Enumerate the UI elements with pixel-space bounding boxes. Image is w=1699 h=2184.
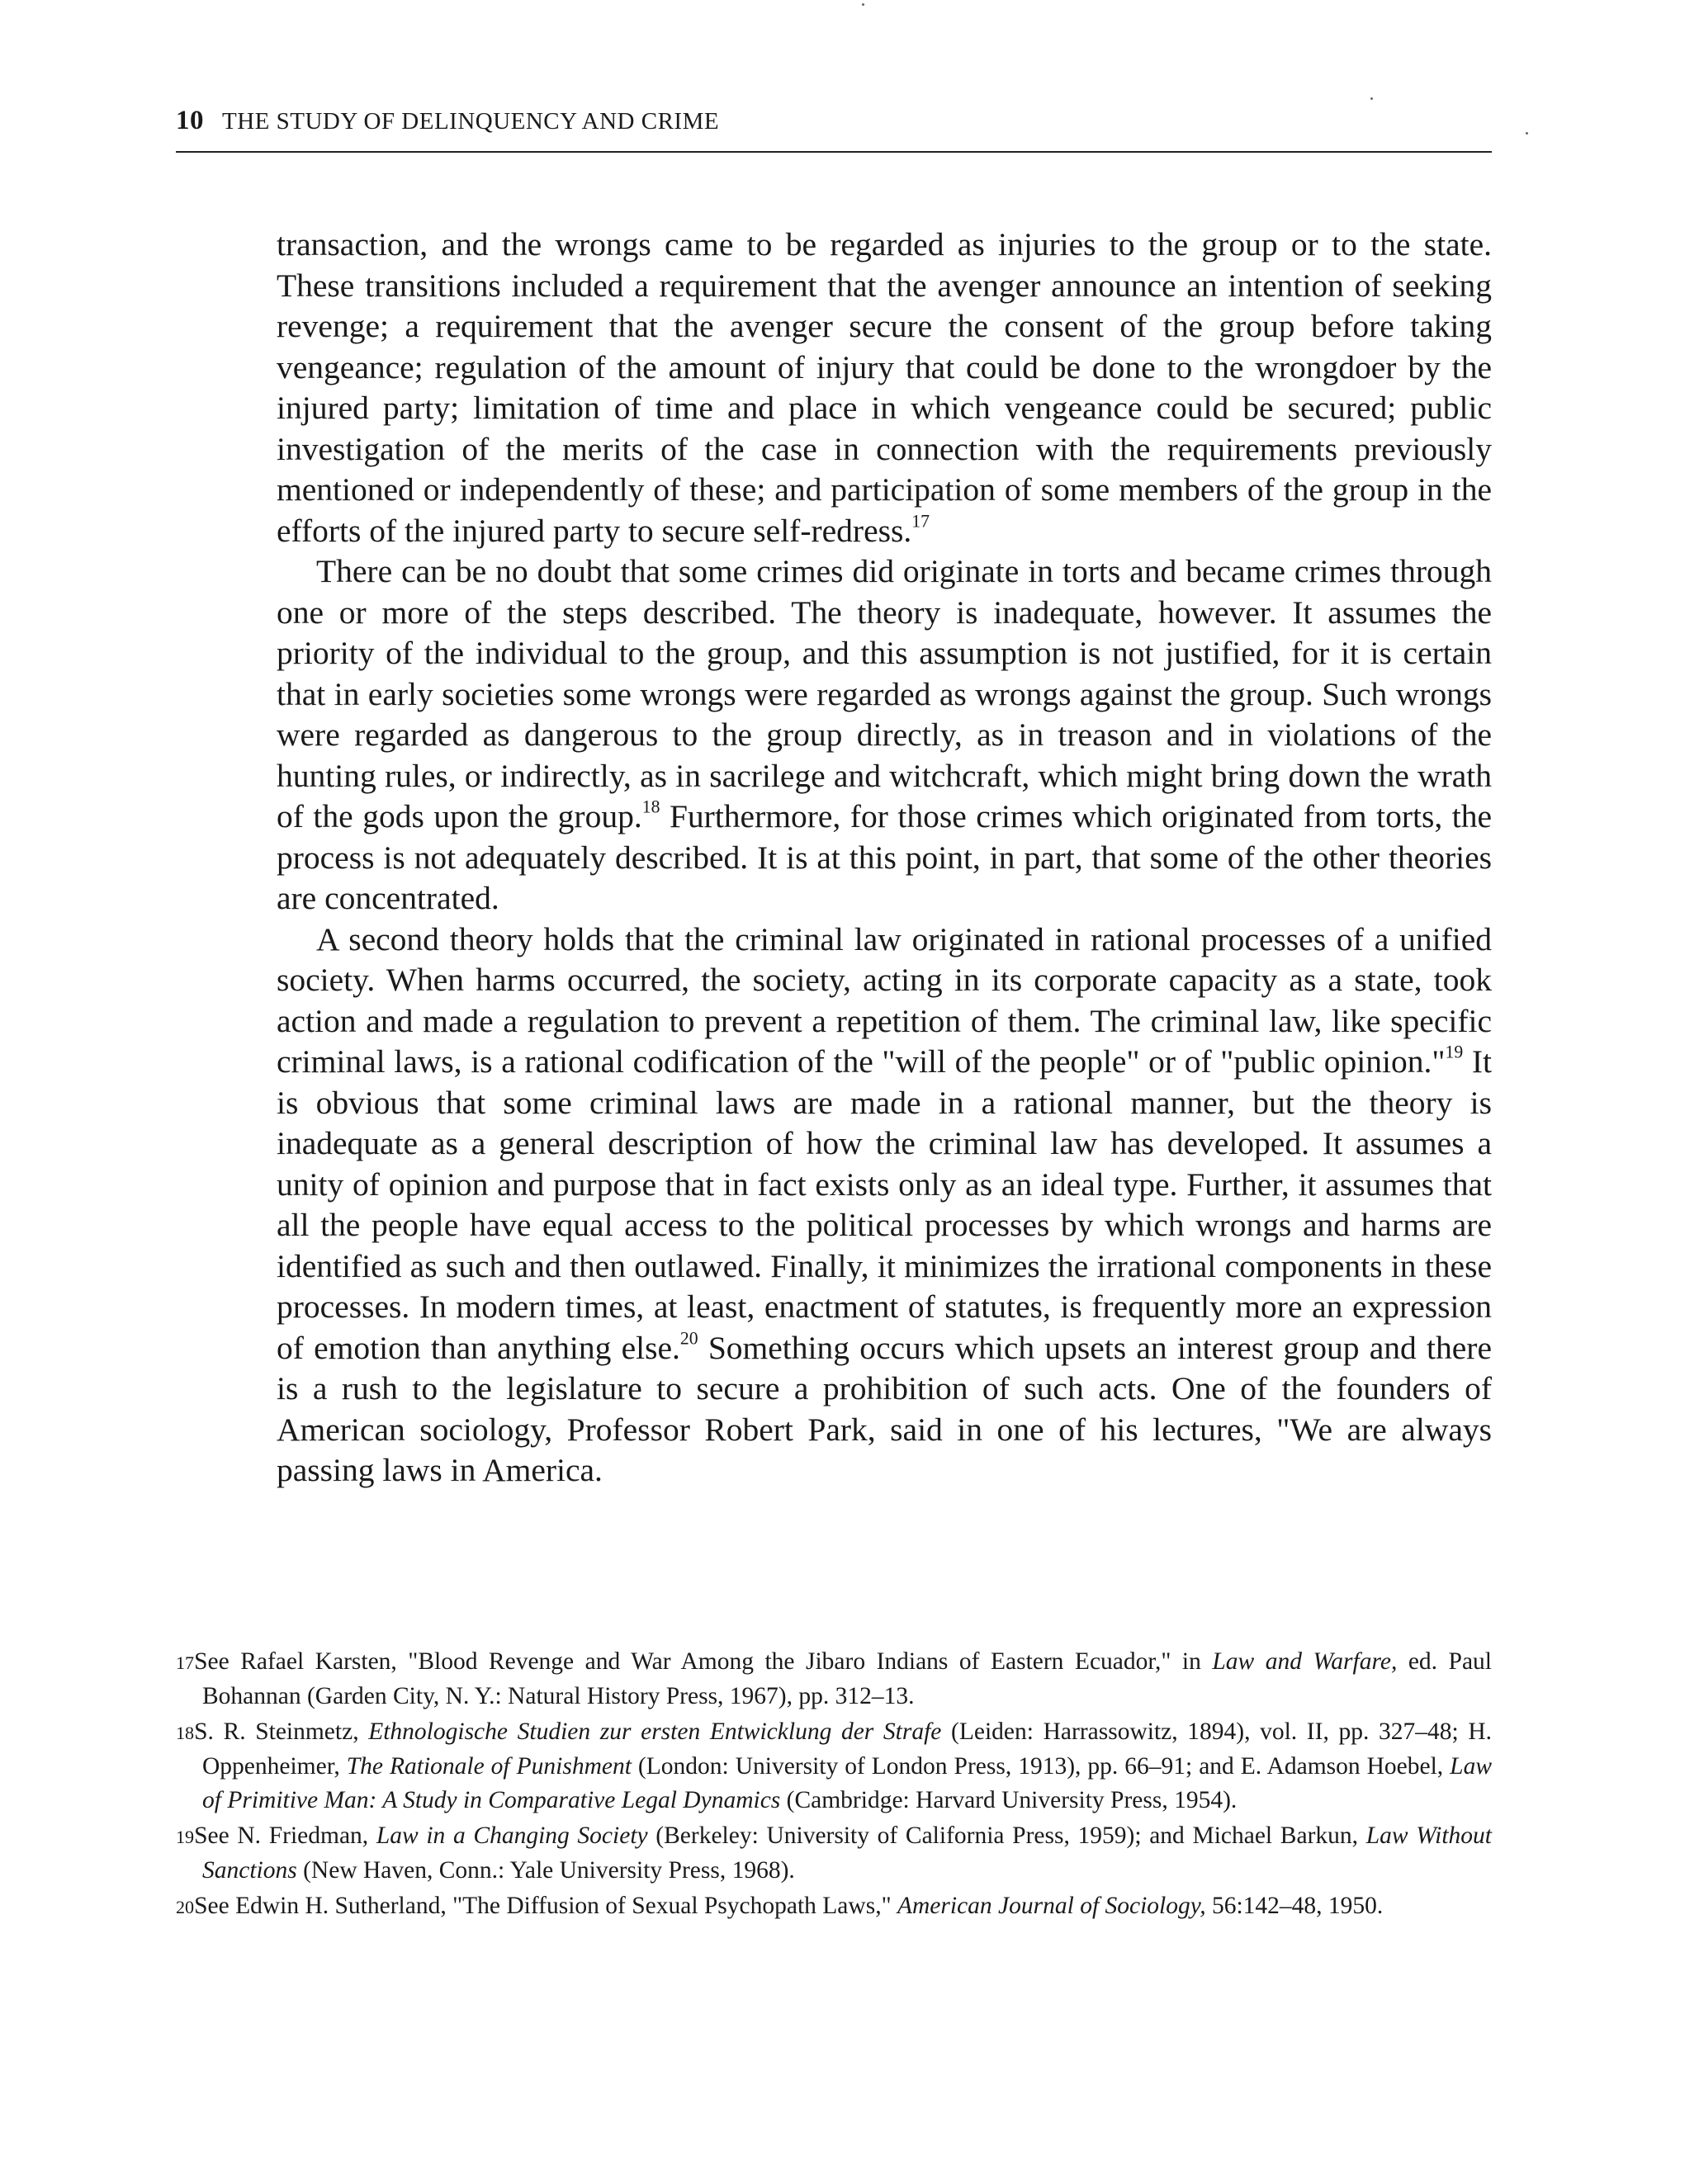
footnote-text: (New Haven, Conn.: Yale University Press, 1968). — [296, 1857, 795, 1884]
footnote-mark: 19 — [176, 1827, 195, 1847]
footnote-text: S. R. Steinmetz, — [194, 1718, 369, 1745]
paragraph-text: It is obvious that some criminal laws are made in a rational manner, but the theory is inadequate as a general description of how the criminal law has developed. It assumes a unity of opinion and purpose that in fact exists only as an ideal type. Further, it assumes that all the people have equal access to the political processes by which wrongs and harms are identified as such and then outlawed. Finally, it minimizes the irrational components in these processes. In modern times, at least, enactment of statutes, is frequently more an expression of emotion than anything else. — [277, 1043, 1492, 1366]
footnote-title: American Journal of Sociology, — [897, 1893, 1206, 1919]
footnotes — [176, 1645, 1492, 1926]
footnote-19 — [176, 1819, 1492, 1888]
footnote-title: Law in a Changing Society — [376, 1822, 648, 1849]
footnote-title: Law of Primitive Man: A Study in Comparative Legal Dynamics — [202, 1753, 1493, 1813]
footnote-ref-19: 19 — [1445, 1042, 1464, 1062]
scan-speck — [1526, 132, 1528, 135]
scan-speck — [862, 3, 864, 6]
footnote-title: Law and Warfare, — [1212, 1648, 1398, 1675]
footnote-mark: 20 — [176, 1897, 195, 1917]
footnote-ref-18: 18 — [641, 797, 660, 817]
footnote-text: See N. Friedman, — [194, 1822, 376, 1849]
body-text — [277, 225, 1492, 1491]
footnote-text: (Leiden: Harrassowitz, 1894), vol. II, pp. 327–48; H. Oppenheimer, — [202, 1718, 1492, 1780]
paragraph-text: There can be no doubt that some crimes did originate in torts and became crimes through one or more of the steps described. The theory is inadequate, however. It assumes the priority of the individual to the group, and this assumption is not justified, for it is certain that in early societies some wrongs were regarded as wrongs against the group. Such wrongs were regarded as dangerous to the group directly, as in treason and in violations of the hunting rules, or indirectly, as in sacrilege and witchcraft, which might bring down the wrath of the gods upon the group. — [277, 553, 1492, 834]
paragraph-text: transaction, and the wrongs came to be regarded as injuries to the group or to the state. These transitions included a requirement that the avenger announce an intention of seeking revenge; a requirement that the avenger secure the consent of the group before taking vengeance; regulation of the amount of injury that could be done to the wrongdoer by the injured party; limitation of time and place in which vengeance could be secured; public investigation of the merits of the case in connection with the requirements previously mentioned or independently of these; and participation of some members of the group in the efforts of the injured party to secure self-redress. — [277, 226, 1492, 549]
header-rule — [176, 151, 1492, 153]
footnote-text: See Rafael Karsten, "Blood Revenge and War Among the Jibaro Indians of Eastern Ecuador," in — [194, 1648, 1213, 1675]
footnote-title: The Rationale of Punishment — [346, 1753, 632, 1780]
footnote-text: (Cambridge: Harvard University Press, 1954). — [780, 1787, 1238, 1813]
paragraph-text: A second theory holds that the criminal law originated in rational processes of a unified society. When harms occurred, the society, acting in its corporate capacity as a state, took action and made a regulation to prevent a repetition of them. The criminal law, like specific criminal laws, is a rational codification of the "will of the people" or of "public opinion." — [277, 920, 1492, 1080]
footnote-text: 56:142–48, 1950. — [1205, 1893, 1384, 1919]
footnote-text: (London: University of London Press, 1913), pp. 66–91; and E. Adamson Hoebel, — [631, 1753, 1451, 1780]
footnote-mark: 17 — [176, 1652, 195, 1673]
footnote-title: Law Without Sanctions — [202, 1822, 1492, 1884]
footnote-text: (Berkeley: University of California Press, 1959); and Michael Barkun, — [647, 1822, 1366, 1849]
footnote-text: ed. Paul Bohannan (Garden City, N. Y.: Natural History Press, 1967), pp. 312–13. — [202, 1648, 1492, 1709]
footnote-ref-20: 20 — [679, 1328, 698, 1349]
paragraph-text: Furthermore, for those crimes which originated from torts, the process is not adequately described. It is at this point, in part, that some of the other theories are concentrated. — [277, 798, 1492, 916]
footnote-mark: 18 — [176, 1723, 195, 1743]
paragraph-text: Something occurs which upsets an interest group and there is a rush to the legislature to secure a prohibition of such acts. One of the founders of American sociology, Professor Robert Park, said in one of his lectures, "We are always passing laws in America. — [277, 1329, 1492, 1488]
running-header — [176, 106, 1492, 147]
paragraph-3 — [277, 919, 1492, 1491]
footnote-text: See Edwin H. Sutherland, "The Diffusion of Sexual Psychopath Laws," — [194, 1893, 897, 1919]
scan-speck — [1370, 97, 1373, 100]
running-title: THE STUDY OF DELINQUENCY AND CRIME — [222, 108, 720, 135]
footnote-17 — [176, 1645, 1492, 1714]
paragraph-1 — [277, 225, 1492, 551]
footnote-20 — [176, 1889, 1492, 1924]
page-number: 10 — [176, 106, 204, 135]
footnote-title: Ethnologische Studien zur ersten Entwicklung der Strafe — [368, 1718, 942, 1745]
footnote-ref-17: 17 — [911, 511, 930, 532]
footnote-18 — [176, 1715, 1492, 1818]
paragraph-2 — [277, 551, 1492, 919]
